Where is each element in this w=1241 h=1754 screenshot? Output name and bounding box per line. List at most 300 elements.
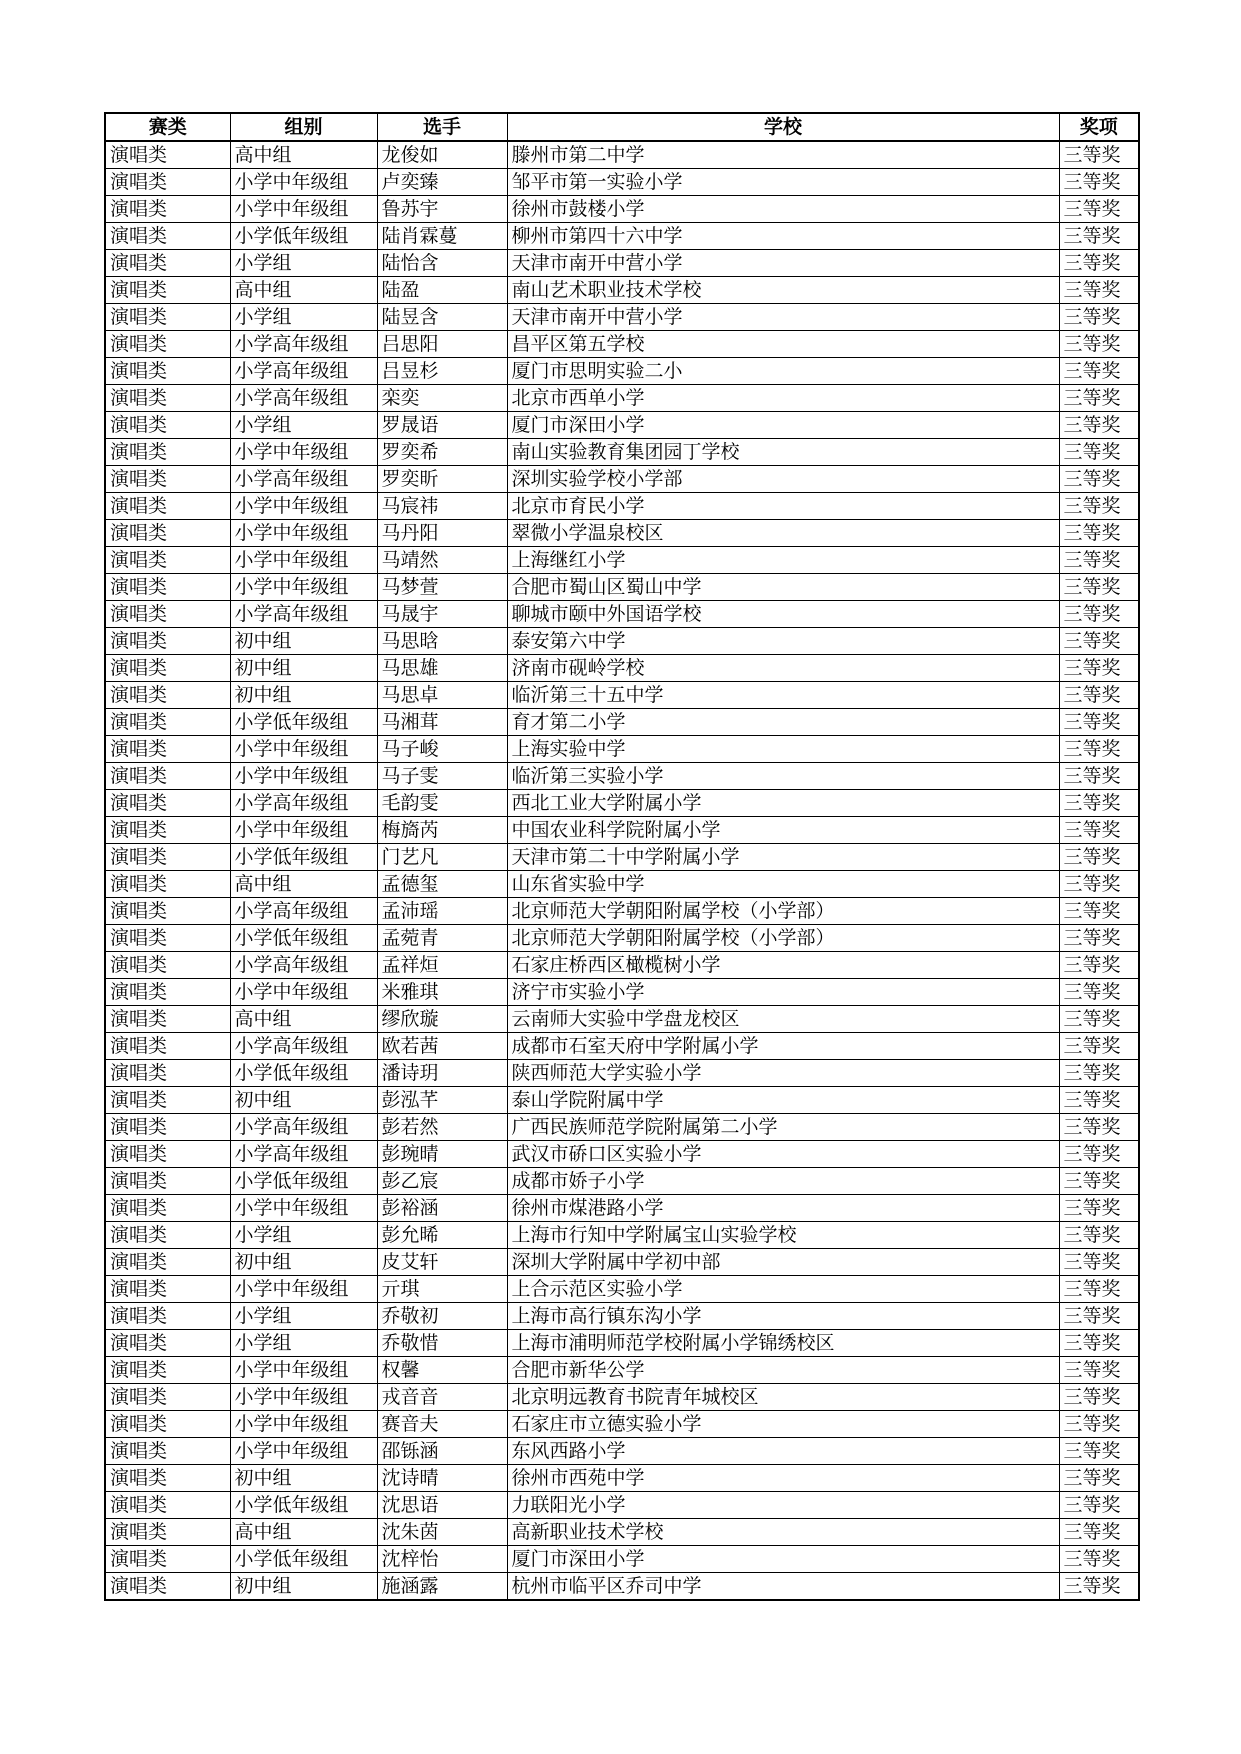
contestant-cell: 彭若然: [377, 1114, 507, 1141]
header-school: 学校: [507, 113, 1059, 141]
category-cell: 演唱类: [105, 466, 230, 493]
award-cell: 三等奖: [1059, 817, 1139, 844]
school-cell: 昌平区第五学校: [507, 331, 1059, 358]
contestant-cell: 亓琪: [377, 1276, 507, 1303]
category-cell: 演唱类: [105, 1141, 230, 1168]
table-row: [105, 736, 1139, 763]
category-cell: 演唱类: [105, 1303, 230, 1330]
table-row: [105, 1249, 1139, 1276]
award-cell: 三等奖: [1059, 141, 1139, 169]
award-cell: 三等奖: [1059, 412, 1139, 439]
school-cell: 深圳大学附属中学初中部: [507, 1249, 1059, 1276]
category-cell: 演唱类: [105, 709, 230, 736]
contestant-cell: 罗晟语: [377, 412, 507, 439]
category-cell: 演唱类: [105, 763, 230, 790]
table-row: [105, 1573, 1139, 1601]
contestant-cell: 门艺凡: [377, 844, 507, 871]
school-cell: 南山艺术职业技术学校: [507, 277, 1059, 304]
award-cell: 三等奖: [1059, 1276, 1139, 1303]
school-cell: 邹平市第一实验小学: [507, 169, 1059, 196]
category-cell: 演唱类: [105, 601, 230, 628]
award-cell: 三等奖: [1059, 1357, 1139, 1384]
award-cell: 三等奖: [1059, 871, 1139, 898]
contestant-cell: 欧若茜: [377, 1033, 507, 1060]
table-row: [105, 1411, 1139, 1438]
table-row: [105, 1330, 1139, 1357]
school-cell: 上海继红小学: [507, 547, 1059, 574]
group-cell: 初中组: [230, 1087, 377, 1114]
table-row: [105, 1357, 1139, 1384]
group-cell: 小学高年级组: [230, 385, 377, 412]
contestant-cell: 彭泓芊: [377, 1087, 507, 1114]
category-cell: 演唱类: [105, 1060, 230, 1087]
category-cell: 演唱类: [105, 655, 230, 682]
group-cell: 小学中年级组: [230, 547, 377, 574]
contestant-cell: 鲁苏宇: [377, 196, 507, 223]
school-cell: 北京市育民小学: [507, 493, 1059, 520]
award-cell: 三等奖: [1059, 1249, 1139, 1276]
category-cell: 演唱类: [105, 1384, 230, 1411]
contestant-cell: 卢奕臻: [377, 169, 507, 196]
group-cell: 小学中年级组: [230, 1357, 377, 1384]
table-row: [105, 331, 1139, 358]
category-cell: 演唱类: [105, 817, 230, 844]
table-row: [105, 1519, 1139, 1546]
contestant-cell: 龙俊如: [377, 141, 507, 169]
table-row: [105, 574, 1139, 601]
award-cell: 三等奖: [1059, 466, 1139, 493]
award-cell: 三等奖: [1059, 709, 1139, 736]
award-cell: 三等奖: [1059, 1222, 1139, 1249]
award-cell: 三等奖: [1059, 628, 1139, 655]
school-cell: 深圳实验学校小学部: [507, 466, 1059, 493]
category-cell: 演唱类: [105, 493, 230, 520]
group-cell: 小学高年级组: [230, 466, 377, 493]
table-row: [105, 250, 1139, 277]
category-cell: 演唱类: [105, 1438, 230, 1465]
award-cell: 三等奖: [1059, 574, 1139, 601]
contestant-cell: 马湘茸: [377, 709, 507, 736]
school-cell: 石家庄桥西区橄榄树小学: [507, 952, 1059, 979]
category-cell: 演唱类: [105, 358, 230, 385]
contestant-cell: 彭裕涵: [377, 1195, 507, 1222]
category-cell: 演唱类: [105, 1006, 230, 1033]
award-cell: 三等奖: [1059, 1060, 1139, 1087]
school-cell: 临沂第三十五中学: [507, 682, 1059, 709]
table-body: [105, 141, 1139, 1600]
contestant-cell: 马子雯: [377, 763, 507, 790]
contestant-cell: 马宸祎: [377, 493, 507, 520]
group-cell: 初中组: [230, 1465, 377, 1492]
category-cell: 演唱类: [105, 952, 230, 979]
table-row: [105, 1168, 1139, 1195]
table-row: [105, 1546, 1139, 1573]
school-cell: 厦门市深田小学: [507, 1546, 1059, 1573]
award-cell: 三等奖: [1059, 1492, 1139, 1519]
group-cell: 小学组: [230, 1330, 377, 1357]
award-cell: 三等奖: [1059, 520, 1139, 547]
group-cell: 初中组: [230, 655, 377, 682]
header-group: 组别: [230, 113, 377, 141]
award-cell: 三等奖: [1059, 682, 1139, 709]
school-cell: 西北工业大学附属小学: [507, 790, 1059, 817]
group-cell: 小学组: [230, 1303, 377, 1330]
contestant-cell: 戎音音: [377, 1384, 507, 1411]
award-cell: 三等奖: [1059, 1006, 1139, 1033]
table-row: [105, 601, 1139, 628]
school-cell: 天津市第二十中学附属小学: [507, 844, 1059, 871]
award-cell: 三等奖: [1059, 1465, 1139, 1492]
category-cell: 演唱类: [105, 925, 230, 952]
school-cell: 上海市行知中学附属宝山实验学校: [507, 1222, 1059, 1249]
award-cell: 三等奖: [1059, 790, 1139, 817]
table-row: [105, 1195, 1139, 1222]
category-cell: 演唱类: [105, 1249, 230, 1276]
school-cell: 石家庄市立德实验小学: [507, 1411, 1059, 1438]
award-cell: 三等奖: [1059, 250, 1139, 277]
contestant-cell: 马晟宇: [377, 601, 507, 628]
table-row: [105, 141, 1139, 169]
award-cell: 三等奖: [1059, 763, 1139, 790]
table-row: [105, 925, 1139, 952]
award-cell: 三等奖: [1059, 223, 1139, 250]
table-row: [105, 547, 1139, 574]
contestant-cell: 栾奕: [377, 385, 507, 412]
category-cell: 演唱类: [105, 304, 230, 331]
group-cell: 小学高年级组: [230, 1114, 377, 1141]
group-cell: 小学高年级组: [230, 1141, 377, 1168]
header-row: [105, 113, 1139, 141]
table-header: [105, 113, 1139, 141]
category-cell: 演唱类: [105, 1411, 230, 1438]
school-cell: 中国农业科学院附属小学: [507, 817, 1059, 844]
category-cell: 演唱类: [105, 520, 230, 547]
award-cell: 三等奖: [1059, 1114, 1139, 1141]
school-cell: 合肥市蜀山区蜀山中学: [507, 574, 1059, 601]
school-cell: 天津市南开中营小学: [507, 250, 1059, 277]
category-cell: 演唱类: [105, 1492, 230, 1519]
contestant-cell: 沈梓怡: [377, 1546, 507, 1573]
school-cell: 陕西师范大学实验小学: [507, 1060, 1059, 1087]
category-cell: 演唱类: [105, 141, 230, 169]
school-cell: 上海市高行镇东沟小学: [507, 1303, 1059, 1330]
category-cell: 演唱类: [105, 1168, 230, 1195]
school-cell: 泰山学院附属中学: [507, 1087, 1059, 1114]
table-row: [105, 1438, 1139, 1465]
award-cell: 三等奖: [1059, 1087, 1139, 1114]
group-cell: 小学高年级组: [230, 790, 377, 817]
contestant-cell: 孟祥烜: [377, 952, 507, 979]
school-cell: 济宁市实验小学: [507, 979, 1059, 1006]
award-cell: 三等奖: [1059, 331, 1139, 358]
category-cell: 演唱类: [105, 790, 230, 817]
table-row: [105, 304, 1139, 331]
contestant-cell: 马丹阳: [377, 520, 507, 547]
contestant-cell: 马梦萱: [377, 574, 507, 601]
group-cell: 小学高年级组: [230, 1033, 377, 1060]
table-row: [105, 790, 1139, 817]
school-cell: 力联阳光小学: [507, 1492, 1059, 1519]
category-cell: 演唱类: [105, 1330, 230, 1357]
school-cell: 泰安第六中学: [507, 628, 1059, 655]
group-cell: 小学低年级组: [230, 1060, 377, 1087]
contestant-cell: 彭琬晴: [377, 1141, 507, 1168]
group-cell: 小学中年级组: [230, 763, 377, 790]
table-row: [105, 1303, 1139, 1330]
group-cell: 小学低年级组: [230, 925, 377, 952]
table-row: [105, 223, 1139, 250]
contestant-cell: 孟德玺: [377, 871, 507, 898]
award-cell: 三等奖: [1059, 736, 1139, 763]
contestant-cell: 罗奕昕: [377, 466, 507, 493]
school-cell: 徐州市鼓楼小学: [507, 196, 1059, 223]
group-cell: 初中组: [230, 1249, 377, 1276]
category-cell: 演唱类: [105, 385, 230, 412]
category-cell: 演唱类: [105, 1519, 230, 1546]
award-cell: 三等奖: [1059, 601, 1139, 628]
award-cell: 三等奖: [1059, 1330, 1139, 1357]
category-cell: 演唱类: [105, 223, 230, 250]
category-cell: 演唱类: [105, 1087, 230, 1114]
table-row: [105, 817, 1139, 844]
category-cell: 演唱类: [105, 1573, 230, 1601]
contestant-cell: 乔敬初: [377, 1303, 507, 1330]
award-cell: 三等奖: [1059, 547, 1139, 574]
contestant-cell: 施涵露: [377, 1573, 507, 1601]
group-cell: 小学高年级组: [230, 952, 377, 979]
table-row: [105, 277, 1139, 304]
award-cell: 三等奖: [1059, 1384, 1139, 1411]
school-cell: 成都市娇子小学: [507, 1168, 1059, 1195]
school-cell: 北京明远教育书院青年城校区: [507, 1384, 1059, 1411]
group-cell: 小学低年级组: [230, 1168, 377, 1195]
table-row: [105, 385, 1139, 412]
school-cell: 合肥市新华公学: [507, 1357, 1059, 1384]
contestant-cell: 米雅琪: [377, 979, 507, 1006]
group-cell: 小学中年级组: [230, 439, 377, 466]
table-row: [105, 520, 1139, 547]
contestant-cell: 彭允晞: [377, 1222, 507, 1249]
group-cell: 小学高年级组: [230, 601, 377, 628]
school-cell: 北京市西单小学: [507, 385, 1059, 412]
category-cell: 演唱类: [105, 331, 230, 358]
header-contestant: 选手: [377, 113, 507, 141]
category-cell: 演唱类: [105, 169, 230, 196]
results-table: [104, 112, 1140, 1601]
category-cell: 演唱类: [105, 250, 230, 277]
school-cell: 柳州市第四十六中学: [507, 223, 1059, 250]
contestant-cell: 邵铄涵: [377, 1438, 507, 1465]
group-cell: 小学低年级组: [230, 1546, 377, 1573]
award-cell: 三等奖: [1059, 1411, 1139, 1438]
category-cell: 演唱类: [105, 439, 230, 466]
category-cell: 演唱类: [105, 898, 230, 925]
school-cell: 济南市砚岭学校: [507, 655, 1059, 682]
group-cell: 小学低年级组: [230, 1492, 377, 1519]
group-cell: 小学中年级组: [230, 1276, 377, 1303]
award-cell: 三等奖: [1059, 196, 1139, 223]
group-cell: 高中组: [230, 871, 377, 898]
award-cell: 三等奖: [1059, 493, 1139, 520]
group-cell: 小学组: [230, 412, 377, 439]
group-cell: 小学中年级组: [230, 736, 377, 763]
group-cell: 小学中年级组: [230, 1438, 377, 1465]
contestant-cell: 孟菀青: [377, 925, 507, 952]
school-cell: 山东省实验中学: [507, 871, 1059, 898]
school-cell: 厦门市深田小学: [507, 412, 1059, 439]
group-cell: 小学高年级组: [230, 898, 377, 925]
table-row: [105, 763, 1139, 790]
category-cell: 演唱类: [105, 1465, 230, 1492]
group-cell: 小学低年级组: [230, 223, 377, 250]
table-row: [105, 196, 1139, 223]
category-cell: 演唱类: [105, 412, 230, 439]
group-cell: 小学低年级组: [230, 709, 377, 736]
award-cell: 三等奖: [1059, 169, 1139, 196]
contestant-cell: 权馨: [377, 1357, 507, 1384]
group-cell: 小学中年级组: [230, 493, 377, 520]
category-cell: 演唱类: [105, 1033, 230, 1060]
contestant-cell: 马子峻: [377, 736, 507, 763]
contestant-cell: 乔敬惜: [377, 1330, 507, 1357]
table-row: [105, 1006, 1139, 1033]
school-cell: 滕州市第二中学: [507, 141, 1059, 169]
group-cell: 小学中年级组: [230, 817, 377, 844]
school-cell: 广西民族师范学院附属第二小学: [507, 1114, 1059, 1141]
school-cell: 北京师范大学朝阳附属学校（小学部）: [507, 925, 1059, 952]
group-cell: 小学中年级组: [230, 196, 377, 223]
table-row: [105, 979, 1139, 1006]
award-cell: 三等奖: [1059, 925, 1139, 952]
school-cell: 杭州市临平区乔司中学: [507, 1573, 1059, 1601]
category-cell: 演唱类: [105, 574, 230, 601]
category-cell: 演唱类: [105, 547, 230, 574]
school-cell: 上海市浦明师范学校附属小学锦绣校区: [507, 1330, 1059, 1357]
award-cell: 三等奖: [1059, 1438, 1139, 1465]
table-row: [105, 1492, 1139, 1519]
table-row: [105, 169, 1139, 196]
contestant-cell: 马思晗: [377, 628, 507, 655]
school-cell: 云南师大实验中学盘龙校区: [507, 1006, 1059, 1033]
school-cell: 厦门市思明实验二小: [507, 358, 1059, 385]
award-cell: 三等奖: [1059, 1141, 1139, 1168]
group-cell: 初中组: [230, 1573, 377, 1601]
table-row: [105, 1465, 1139, 1492]
school-cell: 上海实验中学: [507, 736, 1059, 763]
table-row: [105, 466, 1139, 493]
contestant-cell: 陆盈: [377, 277, 507, 304]
group-cell: 高中组: [230, 277, 377, 304]
school-cell: 武汉市硚口区实验小学: [507, 1141, 1059, 1168]
group-cell: 小学中年级组: [230, 1195, 377, 1222]
category-cell: 演唱类: [105, 1357, 230, 1384]
table-row: [105, 1087, 1139, 1114]
school-cell: 聊城市颐中外国语学校: [507, 601, 1059, 628]
award-cell: 三等奖: [1059, 1033, 1139, 1060]
category-cell: 演唱类: [105, 1222, 230, 1249]
table-row: [105, 628, 1139, 655]
table-row: [105, 1033, 1139, 1060]
contestant-cell: 毛韵雯: [377, 790, 507, 817]
school-cell: 上合示范区实验小学: [507, 1276, 1059, 1303]
group-cell: 小学中年级组: [230, 1384, 377, 1411]
contestant-cell: 沈思语: [377, 1492, 507, 1519]
award-cell: 三等奖: [1059, 358, 1139, 385]
table-row: [105, 1060, 1139, 1087]
award-cell: 三等奖: [1059, 1546, 1139, 1573]
award-cell: 三等奖: [1059, 277, 1139, 304]
table-row: [105, 358, 1139, 385]
award-cell: 三等奖: [1059, 952, 1139, 979]
group-cell: 初中组: [230, 628, 377, 655]
header-award: 奖项: [1059, 113, 1139, 141]
group-cell: 小学中年级组: [230, 169, 377, 196]
group-cell: 小学中年级组: [230, 1411, 377, 1438]
table-row: [105, 412, 1139, 439]
contestant-cell: 陆怡含: [377, 250, 507, 277]
school-cell: 徐州市煤港路小学: [507, 1195, 1059, 1222]
table-row: [105, 1384, 1139, 1411]
category-cell: 演唱类: [105, 736, 230, 763]
school-cell: 东风西路小学: [507, 1438, 1059, 1465]
table-row: [105, 1114, 1139, 1141]
table-row: [105, 682, 1139, 709]
contestant-cell: 马思卓: [377, 682, 507, 709]
school-cell: 高新职业技术学校: [507, 1519, 1059, 1546]
group-cell: 小学组: [230, 1222, 377, 1249]
category-cell: 演唱类: [105, 1114, 230, 1141]
table-row: [105, 871, 1139, 898]
group-cell: 小学组: [230, 304, 377, 331]
group-cell: 小学中年级组: [230, 574, 377, 601]
category-cell: 演唱类: [105, 844, 230, 871]
table-row: [105, 1141, 1139, 1168]
group-cell: 小学中年级组: [230, 520, 377, 547]
category-cell: 演唱类: [105, 1276, 230, 1303]
group-cell: 小学低年级组: [230, 844, 377, 871]
group-cell: 高中组: [230, 1519, 377, 1546]
school-cell: 南山实验教育集团园丁学校: [507, 439, 1059, 466]
award-cell: 三等奖: [1059, 1573, 1139, 1601]
category-cell: 演唱类: [105, 871, 230, 898]
contestant-cell: 潘诗玥: [377, 1060, 507, 1087]
school-cell: 北京师范大学朝阳附属学校（小学部）: [507, 898, 1059, 925]
table-row: [105, 1276, 1139, 1303]
award-cell: 三等奖: [1059, 385, 1139, 412]
award-cell: 三等奖: [1059, 439, 1139, 466]
contestant-cell: 吕昱杉: [377, 358, 507, 385]
category-cell: 演唱类: [105, 196, 230, 223]
school-cell: 临沂第三实验小学: [507, 763, 1059, 790]
table-row: [105, 844, 1139, 871]
school-cell: 天津市南开中营小学: [507, 304, 1059, 331]
award-cell: 三等奖: [1059, 1168, 1139, 1195]
award-cell: 三等奖: [1059, 1195, 1139, 1222]
header-category: 赛类: [105, 113, 230, 141]
school-cell: 成都市石室天府中学附属小学: [507, 1033, 1059, 1060]
category-cell: 演唱类: [105, 682, 230, 709]
school-cell: 育才第二小学: [507, 709, 1059, 736]
award-cell: 三等奖: [1059, 898, 1139, 925]
contestant-cell: 皮艾轩: [377, 1249, 507, 1276]
category-cell: 演唱类: [105, 1195, 230, 1222]
category-cell: 演唱类: [105, 1546, 230, 1573]
contestant-cell: 陆肖霖蔓: [377, 223, 507, 250]
award-cell: 三等奖: [1059, 304, 1139, 331]
award-cell: 三等奖: [1059, 844, 1139, 871]
contestant-cell: 彭乙宸: [377, 1168, 507, 1195]
table-row: [105, 493, 1139, 520]
